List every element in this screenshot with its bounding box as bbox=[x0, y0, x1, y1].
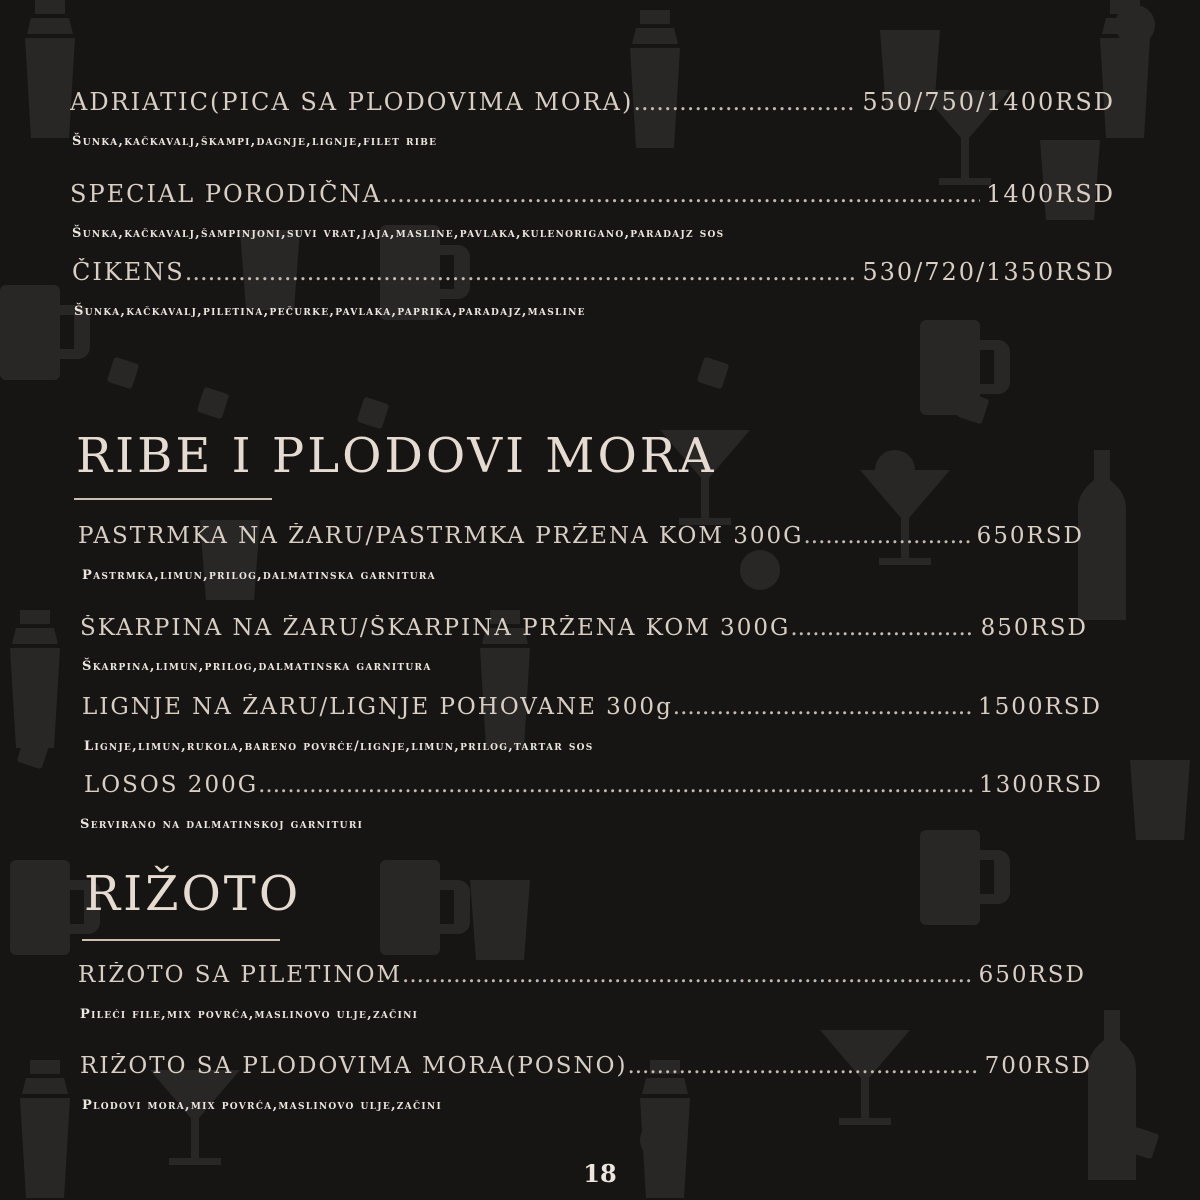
leader-dots bbox=[402, 962, 973, 988]
item-description: Škarpina,limun,prilog,dalmatinska garnitura bbox=[82, 659, 432, 674]
item-name: ČIKENS bbox=[72, 258, 185, 286]
menu-item-losos bbox=[84, 772, 1103, 798]
leader-dots bbox=[258, 772, 973, 798]
item-name: RIŽOTO SA PLODOVIMA MORA(POSNO) bbox=[80, 1053, 628, 1079]
menu-item-skarpina bbox=[80, 615, 1088, 641]
item-name: SPECIAL PORODIČNA bbox=[70, 180, 382, 208]
item-price: 1500RSD bbox=[977, 694, 1102, 720]
leader-dots bbox=[790, 615, 974, 641]
leader-dots bbox=[382, 180, 980, 208]
leader-dots bbox=[627, 1053, 978, 1079]
item-price: 550/750/1400RSD bbox=[862, 88, 1115, 116]
leader-dots bbox=[633, 88, 856, 116]
item-description: Pastrmka,limun,prilog,dalmatinska garnitura bbox=[82, 568, 436, 583]
leader-dots bbox=[185, 258, 857, 286]
menu-item-rizoto-piletina bbox=[78, 962, 1086, 988]
item-price: 530/720/1350RSD bbox=[862, 258, 1115, 286]
item-name: PASTRMKA NA ŽARU/PASTRMKA PRŽENA KOM 300G bbox=[78, 523, 804, 549]
item-name: LIGNJE NA ŽARU/LIGNJE POHOVANE 300g bbox=[82, 694, 673, 720]
item-name: RIŽOTO SA PILETINOM bbox=[78, 962, 403, 988]
item-description: Pileći file,mix povrća,maslinovo ulje,začini bbox=[80, 1007, 419, 1022]
section-underline bbox=[74, 498, 272, 500]
leader-dots bbox=[673, 694, 972, 720]
section-title-risotto: RIŽOTO bbox=[84, 866, 302, 922]
menu-item-pastrmka bbox=[78, 523, 1084, 549]
menu-item-special-porodicna bbox=[70, 180, 1115, 208]
menu-item-cikens bbox=[72, 258, 1115, 286]
menu-item-adriatic bbox=[70, 88, 1115, 116]
item-name: ADRIATIC(PICA SA PLODOVIMA MORA) bbox=[70, 88, 634, 116]
page-number: 18 bbox=[583, 1159, 617, 1188]
item-description: Šunka,kačkavalj,piletina,pečurke,pavlaka,paprika,paradajz,masline bbox=[74, 304, 586, 319]
item-price: 1300RSD bbox=[978, 772, 1103, 798]
menu-item-lignje bbox=[82, 694, 1102, 720]
item-description: Šunka,kačkavalj,škampi,dagnje,lignje,filet ribe bbox=[72, 134, 438, 149]
leader-dots bbox=[803, 523, 970, 549]
item-name: LOSOS 200G bbox=[84, 772, 259, 798]
section-title-fish: RIBE I PLODOVI MORA bbox=[76, 428, 717, 484]
item-description: Servirano na dalmatinskoj garnituri bbox=[80, 817, 364, 832]
item-price: 850RSD bbox=[980, 615, 1088, 641]
item-description: Plodovi mora,mix povrća,maslinovo ulje,začini bbox=[82, 1098, 442, 1113]
item-price: 650RSD bbox=[976, 523, 1084, 549]
item-description: Šunka,kačkavalj,šampinjoni,suvi vrat,jaja,masline,pavlaka,kulenorigano,paradajz sos bbox=[72, 226, 725, 241]
item-description: Lignje,limun,rukola,bareno povrće/lignje,limun,prilog,tartar sos bbox=[84, 739, 594, 754]
section-underline bbox=[82, 939, 280, 941]
menu-item-rizoto-plodovi bbox=[80, 1053, 1092, 1079]
item-price: 650RSD bbox=[978, 962, 1086, 988]
item-price: 1400RSD bbox=[986, 180, 1115, 208]
item-price: 700RSD bbox=[984, 1053, 1092, 1079]
item-name: ŠKARPINA NA ŽARU/ŠKARPINA PRŽENA KOM 300G bbox=[80, 615, 791, 641]
